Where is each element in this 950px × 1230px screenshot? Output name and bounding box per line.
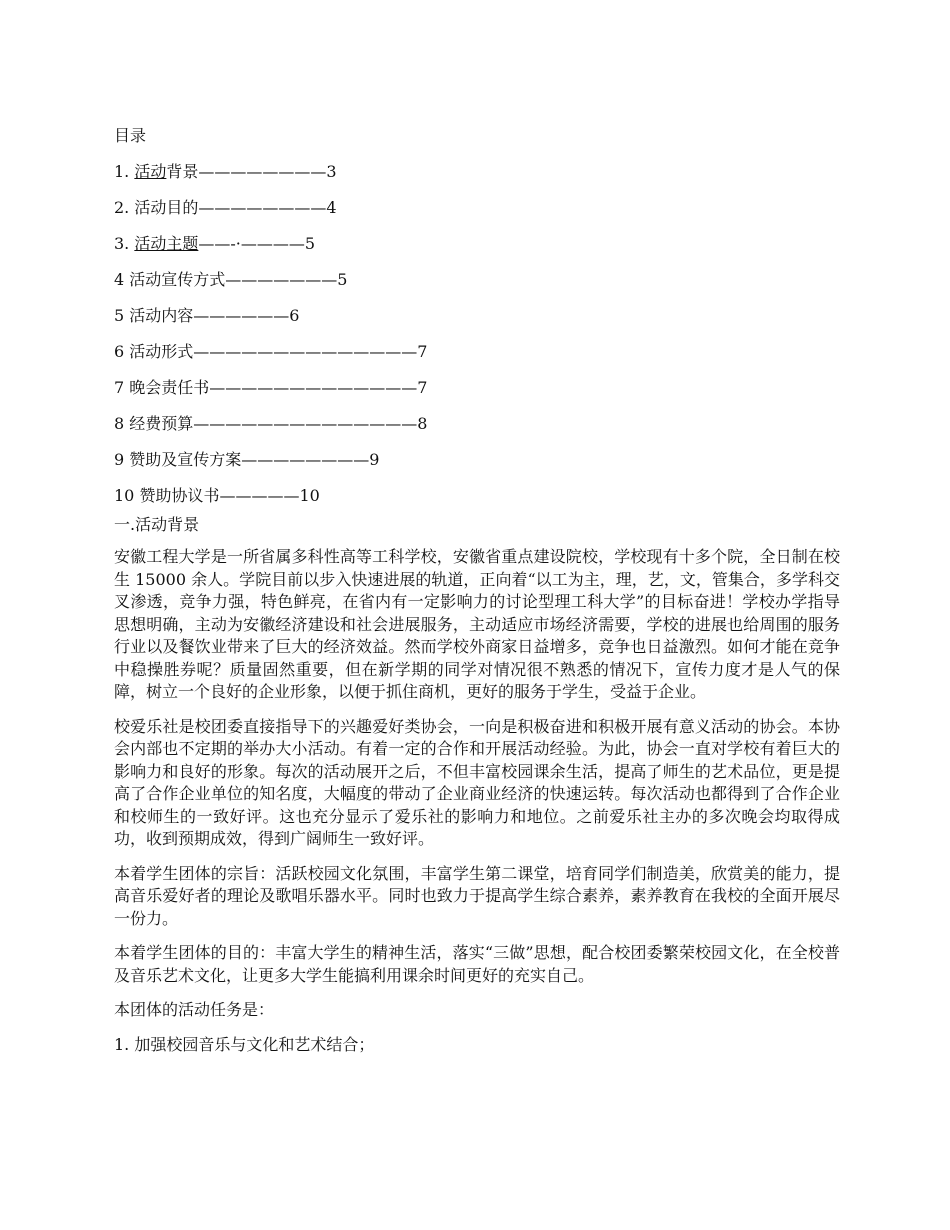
toc-page-number: 3	[326, 162, 337, 181]
toc-heading: 目录	[114, 126, 147, 145]
toc-item-8	[114, 412, 840, 436]
toc-leader: —————	[219, 486, 300, 505]
toc-item-title: 经费预算	[129, 414, 194, 433]
toc-item-link[interactable]: 活动主题	[134, 234, 199, 253]
toc-leader: ——————————————	[193, 414, 418, 433]
paragraph: 校爱乐社是校团委直接指导下的兴趣爱好类协会，一向是积极奋进和积极开展有意义活动的协会。本协会内部也不定期的举办大小活动。有着一定的合作和开展活动经验。为此，协会一直对学校有着巨大的影响力和良好的形象。每次的活动展开之后，不但丰富校园课余生活，提高了师生的艺术品位，更是提高了合作企业单位的知名度，大幅度的带动了企业商业经济的快速运转。每次活动也都得到了合作企业和校师生的一致好评。这也充分显示了爱乐社的影响力和地位。之前爱乐社主办的多次晚会均取得成功，收到预期成效，得到广阔师生一致好评。	[114, 716, 840, 848]
toc-page-number: 7	[417, 342, 428, 361]
toc-page-number: 7	[417, 378, 428, 397]
paragraph: 本着学生团体的宗旨：活跃校园文化氛围，丰富学生第二课堂，培育同学们制造美，欣赏美的能力，提高音乐爱好者的理论及歌唱乐器水平。同时也致力于提高学生综合素养，素养教育在我校的全面开展尽一份力。	[114, 863, 840, 928]
toc-item-title: 赞助协议书	[139, 486, 220, 505]
toc-item-number: 4	[114, 270, 130, 289]
toc-item-10	[114, 484, 840, 508]
toc-page-number: 5	[304, 234, 316, 253]
toc-page-number: 4	[326, 198, 337, 217]
toc-item-number: 8	[114, 414, 130, 433]
toc-leader: ——-·————	[198, 234, 305, 253]
list-item: 1. 加强校园音乐与文化和艺术结合；	[114, 1034, 375, 1054]
toc-item-title: 赞助及宣传方案	[129, 450, 242, 469]
toc-item-7	[114, 376, 840, 400]
toc-page-number: 6	[289, 306, 300, 325]
toc-leader: ————————	[241, 450, 370, 469]
paragraph: 本团体的活动任务是：	[114, 1000, 275, 1019]
toc-item-number: 5	[114, 306, 130, 325]
toc-item-number: 7	[114, 378, 130, 397]
toc-leader: ————————	[198, 198, 327, 217]
toc-item-3	[114, 232, 840, 256]
toc-item-title: 活动宣传方式	[129, 270, 226, 289]
toc-item-2	[114, 196, 840, 220]
toc-page-number: 10	[299, 486, 320, 505]
toc-page-number: 9	[369, 450, 380, 469]
toc-item-title-rest: 背景	[166, 162, 199, 181]
toc-item-1	[114, 160, 840, 184]
toc-leader: ——————————————	[193, 342, 418, 361]
toc-item-title: 活动目的	[134, 198, 199, 217]
paragraph: 本着学生团体的目的：丰富大学生的精神生活，落实“三做”思想，配合校团委繁荣校园文化，在全校普及音乐艺术文化，让更多大学生能搞利用课余时间更好的充实自己。	[114, 943, 840, 985]
toc-item-number: 9	[114, 450, 130, 469]
toc-leader: ———————	[225, 270, 338, 289]
toc-item-title: 晚会责任书	[129, 378, 210, 397]
toc-item-5	[114, 304, 840, 328]
toc-leader: ——————	[193, 306, 290, 325]
toc-leader: ————————	[198, 162, 327, 181]
paragraph: 安徽工程大学是一所省属多科性高等工科学校，安徽省重点建设院校，学校现有十多个院，全日制在校生 15000 余人。学院目前以步入快速进展的轨道，正向着“以工为主，理，艺，文，管集合，多学科交叉渗透，竞争力强，特色鲜亮，在省内有一定影响力的讨论型理工科大学”的目标奋进！学校办学指导思想明确，主动为安徽经济建设和社会进展服务，主动适应市场经济需要，学校的进展也给周围的服务行业以及餐饮业带来了巨大的经济效益。然而学校外商家日益增多，竞争也日益激烈。如何才能在竞争中稳操胜券呢？质量固然重要，但在新学期的同学对情况很不熟悉的情况下，宣传力度才是人气的保障，树立一个良好的企业形象，以便于抓住商机，更好的服务于学生，受益于企业。	[114, 547, 840, 701]
toc-item-title: 活动内容	[129, 306, 194, 325]
table-of-contents	[114, 160, 840, 508]
toc-item-9	[114, 448, 840, 472]
document-page	[114, 124, 840, 1068]
toc-item-number: 3.	[114, 234, 135, 253]
toc-item-number: 10	[114, 486, 140, 505]
toc-item-number: 6	[114, 342, 130, 361]
section-title: 一.活动背景	[114, 515, 200, 534]
toc-item-title: 活动形式	[129, 342, 194, 361]
toc-item-4	[114, 268, 840, 292]
toc-item-6	[114, 340, 840, 364]
toc-page-number: 8	[417, 414, 428, 433]
toc-item-link[interactable]: 活动	[134, 162, 167, 181]
toc-leader: —————————————	[209, 378, 418, 397]
toc-item-number: 2.	[114, 198, 135, 217]
toc-page-number: 5	[337, 270, 348, 289]
toc-item-number: 1.	[114, 162, 135, 181]
